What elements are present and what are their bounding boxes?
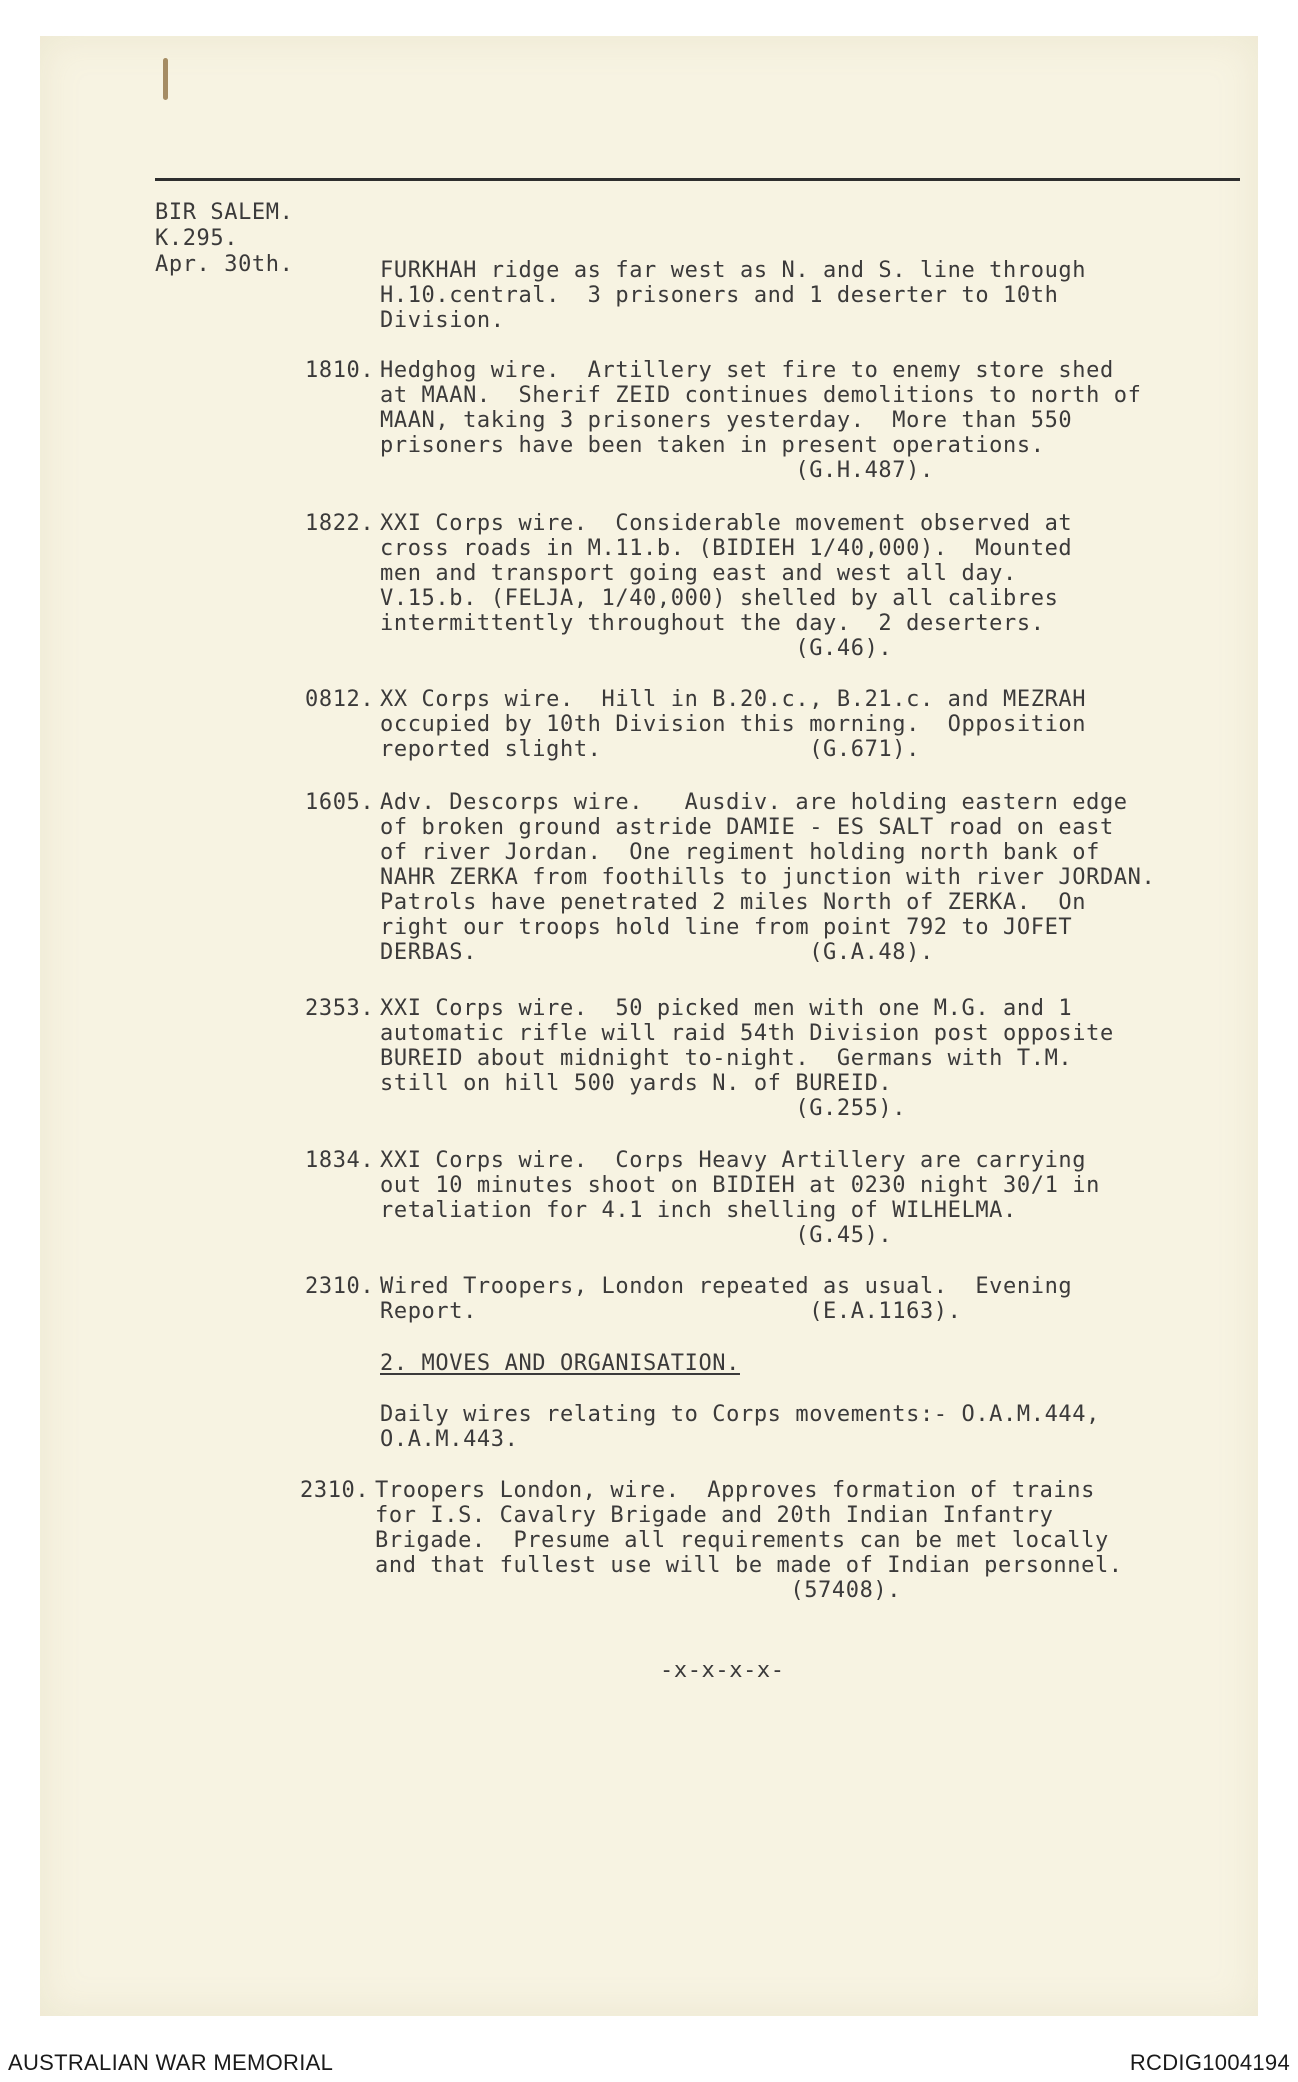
entry-time: 1822. — [305, 511, 375, 536]
entry-time: 2310. — [300, 1478, 370, 1503]
entry-line: of river Jordan. One regiment holding north bank of — [380, 840, 1100, 865]
entry-line: NAHR ZERKA from foothills to junction with river JORDAN. — [380, 865, 1156, 890]
entry-line: XX Corps wire. Hill in B.20.c., B.21.c. and MEZRAH — [380, 687, 1087, 712]
entry-line: Adv. Descorps wire. Ausdiv. are holding eastern edge — [380, 790, 1128, 815]
entry-line: Hedghog wire. Artillery set fire to enemy store shed — [380, 358, 1114, 383]
entry-line: V.15.b. (FELJA, 1/40,000) shelled by all calibres — [380, 586, 1059, 611]
place-heading: BIR SALEM. — [155, 200, 294, 225]
entry-line: Brigade. Presume all requirements can be met locally — [375, 1528, 1109, 1553]
entry-reference: (G.255). — [380, 1096, 907, 1121]
paper-stain — [163, 58, 168, 100]
entry-time: 1810. — [305, 358, 375, 383]
intro-line: FURKHAH ridge as far west as N. and S. line through — [380, 258, 1087, 283]
entry-time: 1834. — [305, 1148, 375, 1173]
entry-reference: (G.45). — [380, 1223, 893, 1248]
entry-reference: (G.46). — [380, 636, 893, 661]
intro-line: H.10.central. 3 prisoners and 1 deserter to 10th — [380, 283, 1059, 308]
section-paragraph-line: O.A.M.443. — [380, 1427, 519, 1452]
entry-line: men and transport going east and west all day. — [380, 561, 1017, 586]
entry-line: out 10 minutes shoot on BIDIEH at 0230 night 30/1 in — [380, 1173, 1100, 1198]
entry-time: 0812. — [305, 687, 375, 712]
section-heading: 2. MOVES AND ORGANISATION. — [380, 1351, 740, 1376]
entry-line: for I.S. Cavalry Brigade and 20th Indian Infantry — [375, 1503, 1054, 1528]
entry-line: cross roads in M.11.b. (BIDIEH 1/40,000). Mounted — [380, 536, 1073, 561]
entry-line: Patrols have penetrated 2 miles North of ZERKA. On — [380, 890, 1087, 915]
entry-line: prisoners have been taken in present operations. — [380, 433, 1045, 458]
entry-line: DERBAS. (G.A.48). — [380, 940, 934, 965]
entry-line: XXI Corps wire. Considerable movement observed at — [380, 511, 1073, 536]
end-mark: -x-x-x-x- — [660, 1658, 785, 1683]
footer-archive-name: AUSTRALIAN WAR MEMORIAL — [8, 2050, 334, 2075]
entry-line: Troopers London, wire. Approves formation of trains — [375, 1478, 1095, 1503]
entry-line: intermittently throughout the day. 2 deserters. — [380, 611, 1045, 636]
entry-line: XXI Corps wire. Corps Heavy Artillery are carrying — [380, 1148, 1087, 1173]
footer-item-id: RCDIG1004194 — [1129, 2050, 1290, 2075]
entry-time: 2353. — [305, 996, 375, 1021]
entry-line: occupied by 10th Division this morning. Opposition — [380, 712, 1087, 737]
entry-time: 1605. — [305, 790, 375, 815]
entry-line: MAAN, taking 3 prisoners yesterday. More than 550 — [380, 408, 1073, 433]
reference-number: K.295. — [155, 226, 239, 251]
entry-line: XXI Corps wire. 50 picked men with one M.G. and 1 — [380, 996, 1073, 1021]
entry-line: and that fullest use will be made of Indian personnel. — [375, 1553, 1123, 1578]
section-paragraph-line: Daily wires relating to Corps movements:- O.A.M.444, — [380, 1402, 1100, 1427]
header-rule — [155, 178, 1240, 181]
entry-line: retaliation for 4.1 inch shelling of WILHELMA. — [380, 1198, 1017, 1223]
entry-line: at MAAN. Sherif ZEID continues demolitions to north of — [380, 383, 1142, 408]
entry-line: reported slight. (G.671). — [380, 737, 920, 762]
entry-line: of broken ground astride DAMIE - ES SALT road on east — [380, 815, 1114, 840]
entry-reference: (57408). — [375, 1578, 902, 1603]
entry-line: Report. (E.A.1163). — [380, 1299, 962, 1324]
entry-reference: (G.H.487). — [380, 458, 934, 483]
date-heading: Apr. 30th. — [155, 252, 294, 277]
entry-line: right our troops hold line from point 792 to JOFET — [380, 915, 1073, 940]
entry-time: 2310. — [305, 1274, 375, 1299]
intro-line: Division. — [380, 308, 505, 333]
entry-line: still on hill 500 yards N. of BUREID. — [380, 1071, 893, 1096]
entry-line: Wired Troopers, London repeated as usual. Evening — [380, 1274, 1073, 1299]
entry-line: automatic rifle will raid 54th Division post opposite — [380, 1021, 1114, 1046]
entry-line: BUREID about midnight to-night. Germans with T.M. — [380, 1046, 1073, 1071]
